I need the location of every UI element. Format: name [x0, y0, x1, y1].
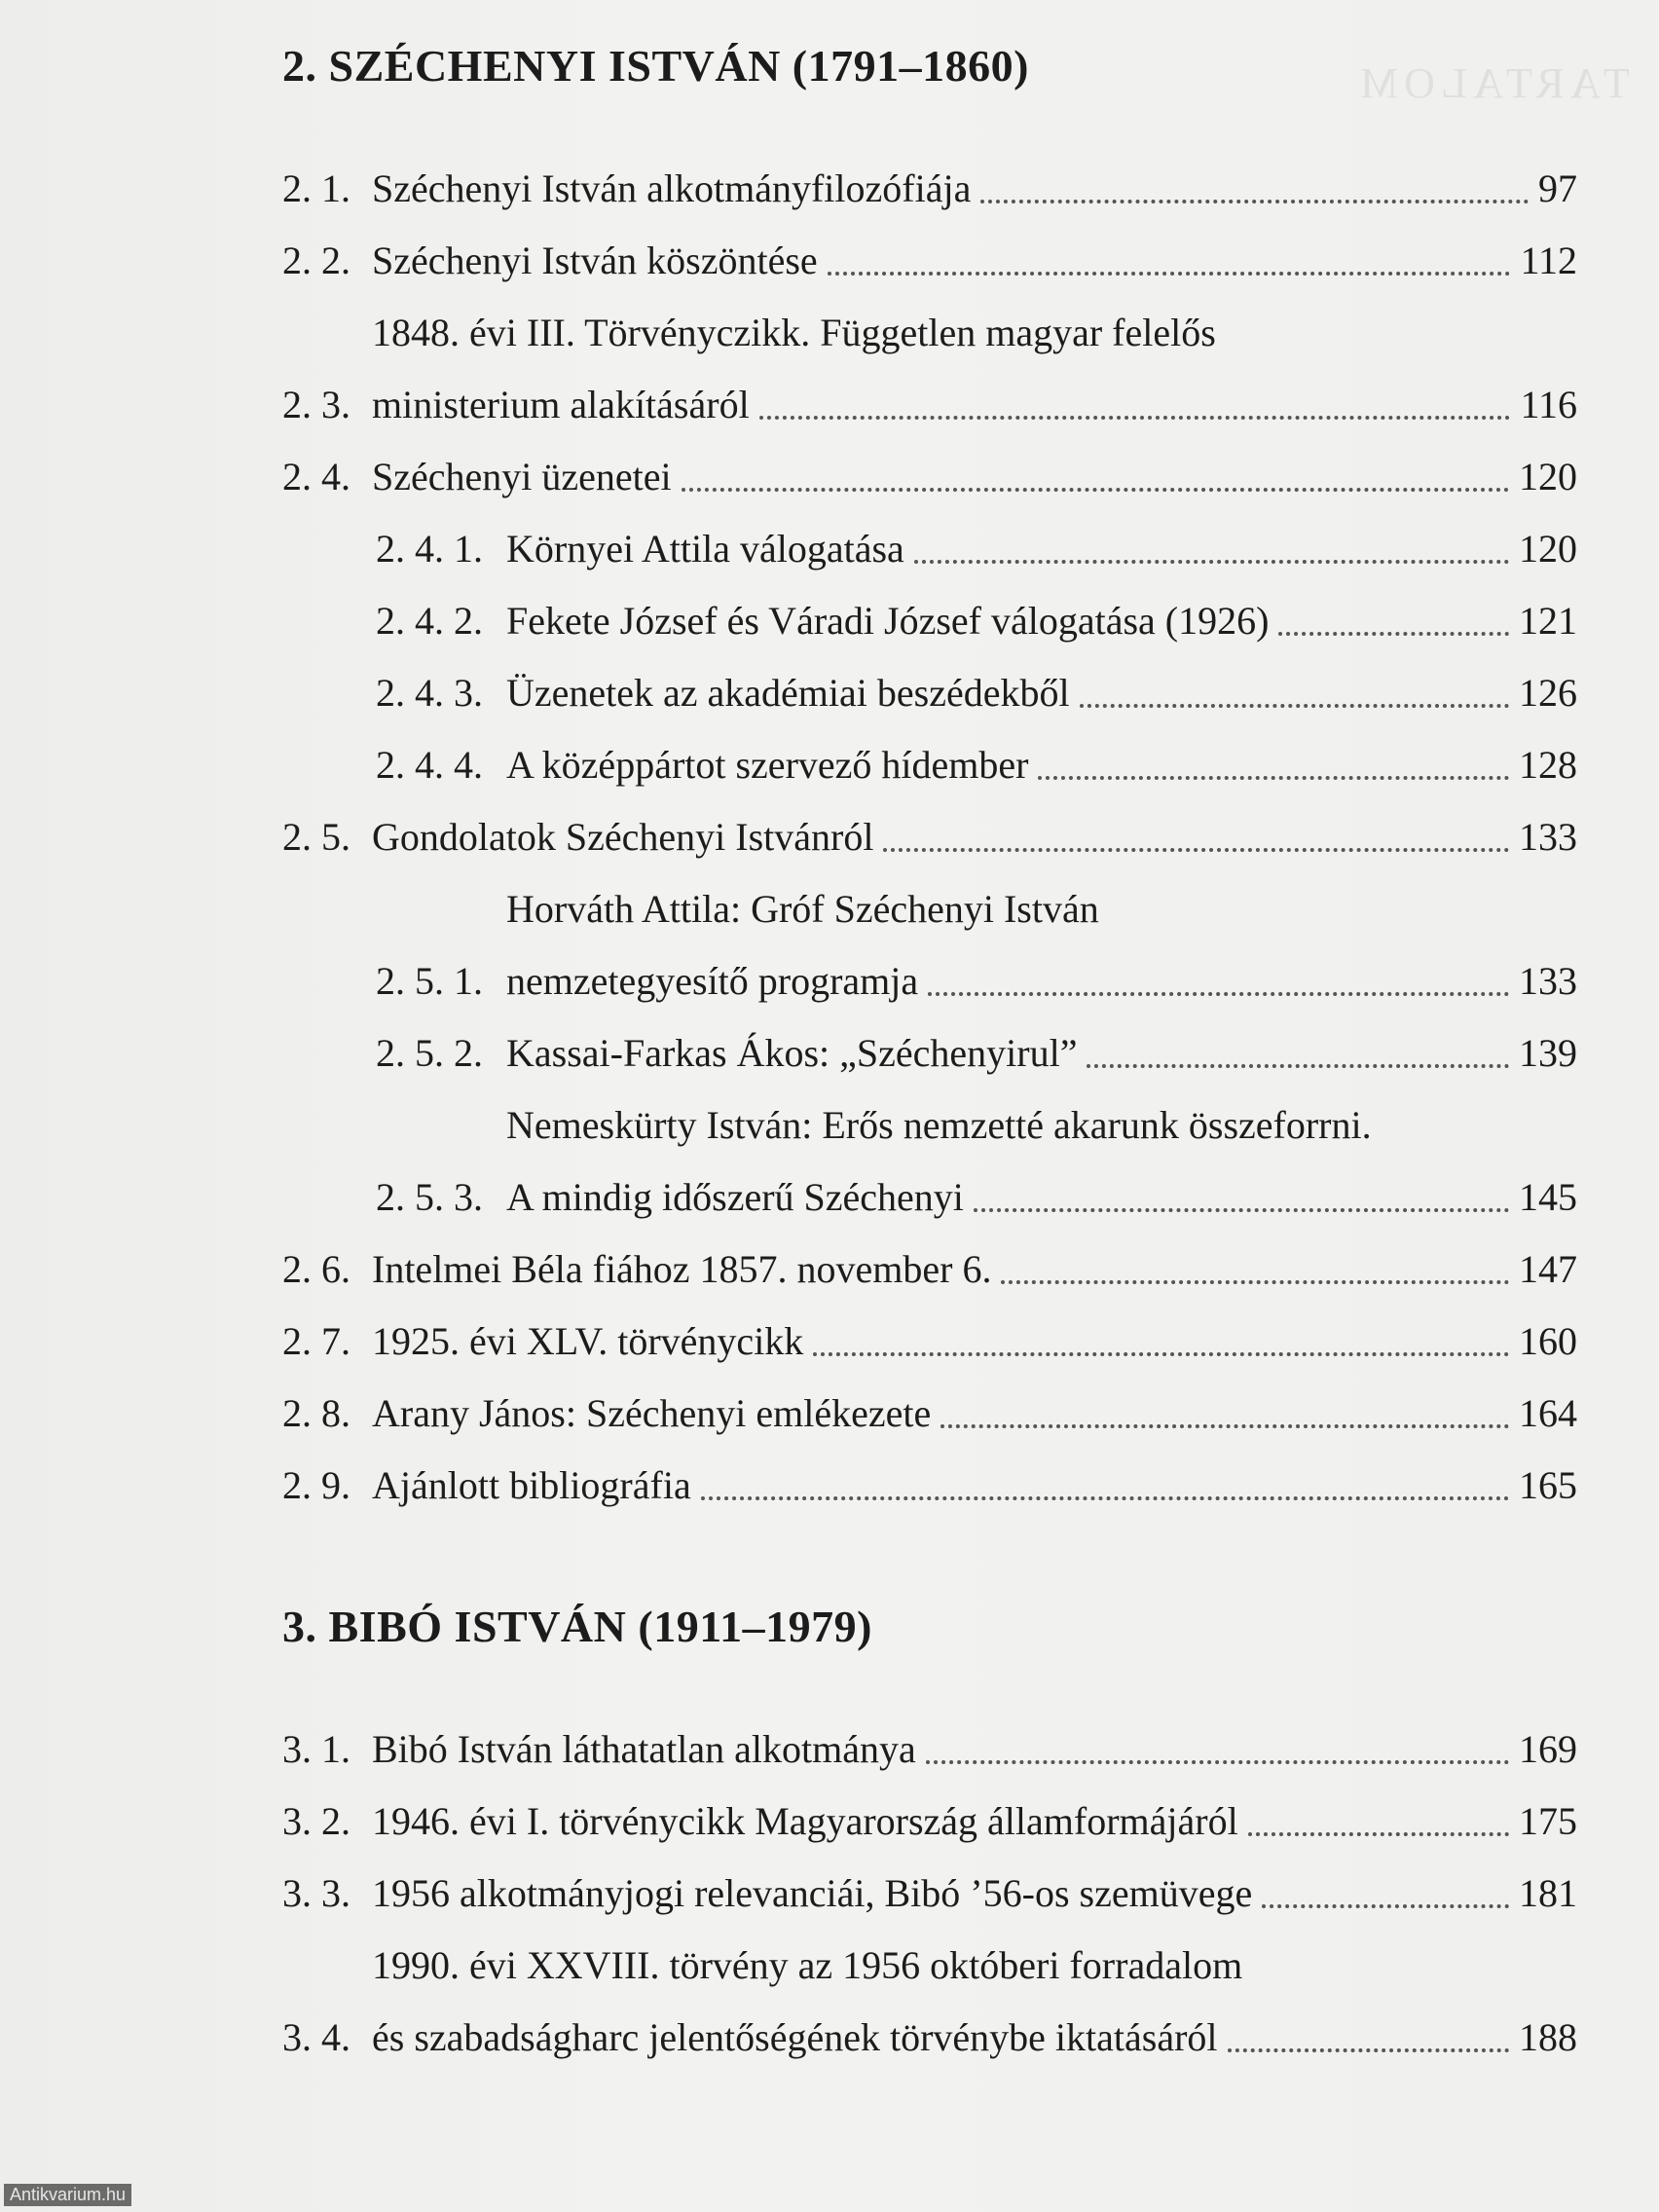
- table-of-contents: [282, 39, 1577, 2074]
- page-number: 133: [1519, 959, 1577, 1004]
- entry-number: 2. 5. 1.: [376, 959, 483, 1004]
- dot-leader: [828, 272, 1511, 276]
- dot-leader: [926, 1760, 1509, 1764]
- entry-title: 1990. évi XXVIII. törvény az 1956 októberi forradalom: [372, 1943, 1243, 1988]
- toc-entry: [282, 1786, 1577, 1858]
- page-number: 120: [1519, 527, 1577, 571]
- toc-entry: [282, 441, 1577, 513]
- toc-entry: [282, 1306, 1577, 1378]
- entry-number: 2. 9.: [282, 1463, 350, 1508]
- page-number: 97: [1538, 166, 1577, 211]
- entry-title: Üzenetek az akadémiai beszédekből: [506, 671, 1070, 716]
- entry-title: 1956 alkotmányjogi relevanciái, Bibó ’56-os szemüvege: [372, 1871, 1253, 1916]
- page-number: 181: [1519, 1871, 1577, 1916]
- page-number: 175: [1519, 1799, 1577, 1844]
- entry-number: 2. 4. 1.: [376, 527, 483, 571]
- entry-title-continued: és szabadságharc jelentőségének törvénybe iktatásáról: [372, 2015, 1218, 2060]
- page-number: 112: [1520, 239, 1577, 283]
- page-number: 164: [1519, 1391, 1577, 1436]
- entry-title: Környei Attila válogatása: [506, 527, 904, 571]
- toc-list-section-3: [282, 1714, 1577, 2074]
- watermark: Antikvarium.hu: [4, 2184, 131, 2206]
- entry-number: 3. 3.: [282, 1871, 350, 1916]
- toc-entry: [282, 1930, 1577, 2074]
- toc-entry: [282, 1858, 1577, 1930]
- page-number: 145: [1519, 1175, 1577, 1220]
- entry-number: 2. 8.: [282, 1391, 350, 1436]
- entry-number: 3. 4.: [282, 2015, 350, 2060]
- page-number: 165: [1519, 1463, 1577, 1508]
- entry-title: A középpártot szervező hídember: [506, 743, 1029, 788]
- dot-leader: [1087, 1064, 1509, 1068]
- entry-number: 2. 5. 2.: [376, 1031, 483, 1076]
- entry-title: Széchenyi üzenetei: [372, 455, 672, 499]
- toc-entry: [282, 513, 1577, 585]
- dot-leader: [1038, 776, 1509, 780]
- toc-list-section-2: [282, 153, 1577, 1522]
- page-number: 120: [1519, 455, 1577, 499]
- page-number: 147: [1519, 1247, 1577, 1292]
- entry-number: 2. 1.: [282, 166, 350, 211]
- dot-leader: [1001, 1280, 1509, 1284]
- entry-title: Ajánlott bibliográfia: [372, 1463, 691, 1508]
- entry-title-continued: A mindig időszerű Széchenyi: [506, 1175, 964, 1220]
- dot-leader: [682, 488, 1509, 492]
- page-number: 133: [1519, 815, 1577, 860]
- dot-leader: [928, 992, 1509, 996]
- dot-leader: [813, 1352, 1509, 1356]
- entry-title: 1848. évi III. Törvényczikk. Független magyar felelős: [372, 311, 1216, 355]
- dot-leader: [759, 416, 1511, 420]
- bleed-through-heading: TARTALOM: [1354, 59, 1630, 107]
- dot-leader: [980, 200, 1529, 203]
- entry-title-continued: nemzetegyesítő programja: [506, 959, 919, 1004]
- toc-entry: [282, 225, 1577, 297]
- entry-title: Fekete József és Váradi József válogatása (1926): [506, 599, 1270, 644]
- entry-number: 2. 4. 2.: [376, 599, 483, 644]
- entry-number: 2. 7.: [282, 1319, 350, 1364]
- entry-number: 3. 1.: [282, 1727, 350, 1772]
- page-number: 188: [1519, 2015, 1577, 2060]
- dot-leader: [1080, 704, 1509, 708]
- toc-entry: [282, 1234, 1577, 1306]
- dot-leader: [1278, 632, 1509, 636]
- entry-title: Gondolatok Széchenyi Istvánról: [372, 815, 874, 860]
- toc-entry: [282, 1089, 1577, 1234]
- dot-leader: [974, 1208, 1509, 1212]
- entry-title-continued: ministerium alakításáról: [372, 383, 750, 427]
- page-number: 116: [1520, 383, 1577, 427]
- page-number: 121: [1519, 599, 1577, 644]
- dot-leader: [883, 848, 1509, 852]
- toc-entry: [282, 729, 1577, 801]
- entry-number: 2. 5. 3.: [376, 1175, 483, 1220]
- toc-entry: [282, 1714, 1577, 1786]
- toc-entry: [282, 1017, 1577, 1089]
- page-number: 169: [1519, 1727, 1577, 1772]
- dot-leader: [1262, 1904, 1509, 1908]
- toc-entry: [282, 585, 1577, 657]
- entry-number: 3. 2.: [282, 1799, 350, 1844]
- entry-number: 2. 5.: [282, 815, 350, 860]
- section-title-2: 2. SZÉCHENYI ISTVÁN (1791–1860): [282, 41, 1029, 91]
- entry-number: 2. 3.: [282, 383, 350, 427]
- entry-title: Nemeskürty István: Erős nemzetté akarunk összeforrni.: [506, 1103, 1372, 1148]
- toc-entry: [282, 801, 1577, 873]
- dot-leader: [1228, 2048, 1509, 2052]
- entry-number: 2. 6.: [282, 1247, 350, 1292]
- entry-title: Kassai-Farkas Ákos: „Széchenyirul”: [506, 1031, 1078, 1076]
- entry-number: 2. 4. 3.: [376, 671, 483, 716]
- page-number: 126: [1519, 671, 1577, 716]
- dot-leader: [1248, 1832, 1509, 1836]
- toc-entry: [282, 297, 1577, 441]
- toc-entry: [282, 1378, 1577, 1450]
- section-title-3: 3. BIBÓ ISTVÁN (1911–1979): [282, 1602, 872, 1652]
- toc-entry: [282, 873, 1577, 1017]
- entry-title: 1925. évi XLV. törvénycikk: [372, 1319, 804, 1364]
- entry-title: 1946. évi I. törvénycikk Magyarország államformájáról: [372, 1799, 1238, 1844]
- entry-number: 2. 4. 4.: [376, 743, 483, 788]
- entry-title: Széchenyi István alkotmányfilozófiája: [372, 166, 972, 211]
- entry-title: Bibó István láthatatlan alkotmánya: [372, 1727, 916, 1772]
- entry-title: Intelmei Béla fiához 1857. november 6.: [372, 1247, 992, 1292]
- page-number: 139: [1519, 1031, 1577, 1076]
- toc-entry: [282, 657, 1577, 729]
- page-number: 160: [1519, 1319, 1577, 1364]
- page-number: 128: [1519, 743, 1577, 788]
- dot-leader: [940, 1424, 1509, 1428]
- entry-number: 2. 4.: [282, 455, 350, 499]
- toc-entry: [282, 153, 1577, 225]
- dot-leader: [914, 560, 1509, 564]
- dot-leader: [701, 1496, 1509, 1500]
- entry-number: 2. 2.: [282, 239, 350, 283]
- entry-title: Horváth Attila: Gróf Széchenyi István: [506, 887, 1099, 932]
- entry-title: Széchenyi István köszöntése: [372, 239, 818, 283]
- entry-title: Arany János: Széchenyi emlékezete: [372, 1391, 932, 1436]
- toc-entry: [282, 1450, 1577, 1522]
